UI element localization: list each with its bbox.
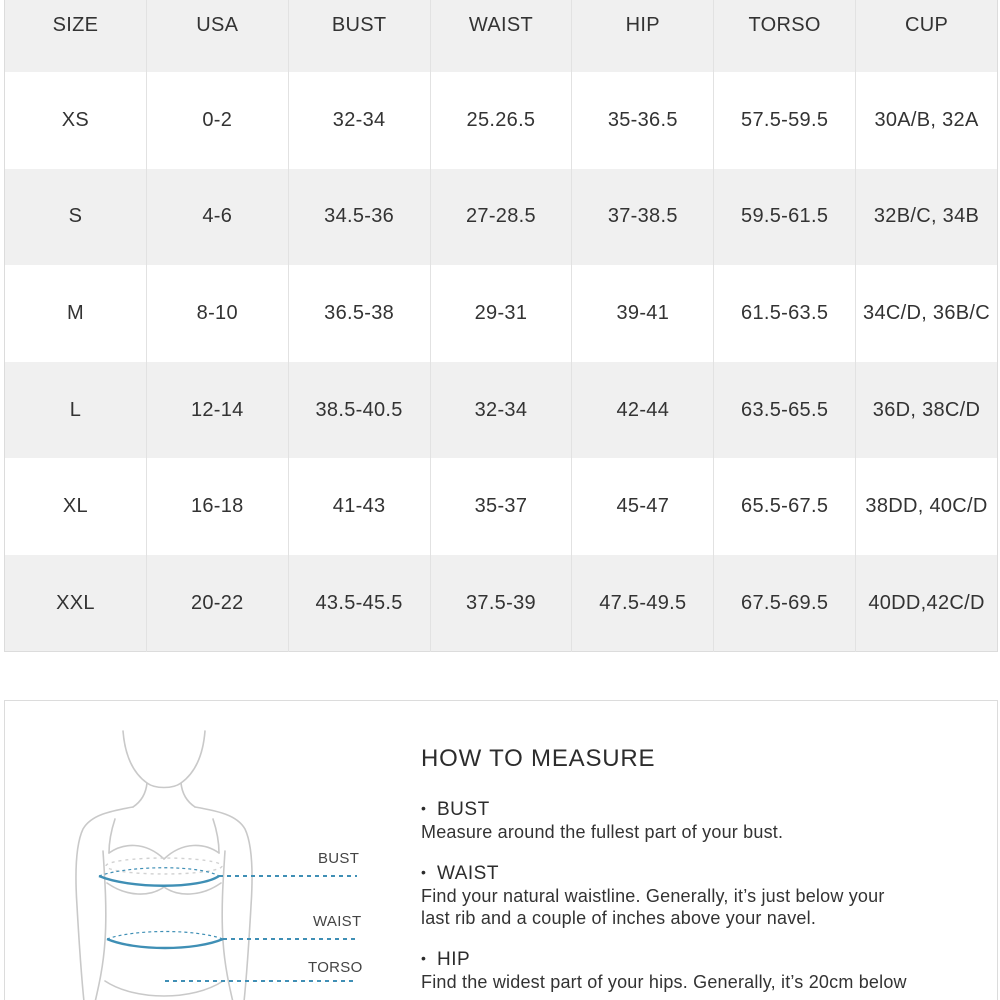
cell-bust: 43.5-45.5 bbox=[288, 555, 430, 652]
cell-hip: 35-36.5 bbox=[572, 72, 714, 169]
cell-torso: 67.5-69.5 bbox=[714, 555, 856, 652]
header-torso: TORSO bbox=[714, 0, 856, 72]
cell-cup: 30A/B, 32A bbox=[874, 108, 979, 131]
cell-usa: 4-6 bbox=[146, 169, 288, 266]
cell-waist: 37.5-39 bbox=[430, 555, 572, 652]
table-row bbox=[5, 458, 998, 555]
cell-usa: 8-10 bbox=[146, 265, 288, 362]
body-figure-illustration bbox=[5, 701, 405, 1000]
table-row bbox=[5, 555, 998, 652]
cell-bust: 32-34 bbox=[288, 72, 430, 169]
cell-hip: 39-41 bbox=[572, 265, 714, 362]
cell-cup: 34C/D, 36B/C bbox=[863, 301, 991, 324]
measure-text: Measure around the fullest part of your bust. bbox=[421, 822, 784, 842]
cell-size: XXL bbox=[5, 555, 147, 652]
measure-heading: HIP bbox=[437, 949, 471, 970]
figure-label-bust: BUST bbox=[318, 850, 360, 867]
size-chart-table bbox=[4, 0, 998, 652]
table-row bbox=[5, 72, 998, 169]
cell-hip: 37-38.5 bbox=[572, 169, 714, 266]
cell-cup: 38DD, 40C/D bbox=[865, 495, 988, 518]
cell-size: M bbox=[5, 265, 147, 362]
bullet-icon: • bbox=[421, 950, 427, 966]
header-hip: HIP bbox=[572, 0, 714, 72]
cell-usa: 12-14 bbox=[146, 362, 288, 459]
cell-torso: 59.5-61.5 bbox=[714, 169, 856, 266]
header-usa: USA bbox=[146, 0, 288, 72]
bullet-icon: • bbox=[421, 864, 427, 880]
measure-item-hip bbox=[421, 947, 981, 993]
cell-torso: 65.5-67.5 bbox=[714, 458, 856, 555]
figure-label-waist: WAIST bbox=[313, 913, 362, 930]
header-bust: BUST bbox=[288, 0, 430, 72]
how-to-measure-title: HOW TO MEASURE bbox=[421, 745, 656, 772]
table-row bbox=[5, 362, 998, 459]
table-row bbox=[5, 265, 998, 362]
bullet-icon: • bbox=[421, 800, 427, 816]
cell-hip: 42-44 bbox=[572, 362, 714, 459]
header-cup: CUP bbox=[904, 14, 949, 36]
cell-waist: 25.26.5 bbox=[430, 72, 572, 169]
cell-cup: 40DD,42C/D bbox=[868, 591, 985, 614]
cell-size: L bbox=[5, 362, 147, 459]
figure-label-torso: TORSO bbox=[308, 959, 363, 976]
table-header-row bbox=[5, 0, 998, 72]
cell-bust: 41-43 bbox=[288, 458, 430, 555]
cell-size: S bbox=[5, 169, 147, 266]
table-row bbox=[5, 169, 998, 266]
cell-usa: 16-18 bbox=[146, 458, 288, 555]
cell-waist: 29-31 bbox=[430, 265, 572, 362]
cell-torso: 57.5-59.5 bbox=[714, 72, 856, 169]
cell-hip: 47.5-49.5 bbox=[572, 555, 714, 652]
measure-heading: BUST bbox=[437, 799, 490, 820]
cell-size: XL bbox=[5, 458, 147, 555]
cell-torso: 63.5-65.5 bbox=[714, 362, 856, 459]
cell-bust: 38.5-40.5 bbox=[288, 362, 430, 459]
cell-size: XS bbox=[5, 72, 147, 169]
measure-text: Find the widest part of your hips. Generally, it’s 20cm below bbox=[421, 972, 907, 992]
cell-waist: 32-34 bbox=[430, 362, 572, 459]
cell-hip: 45-47 bbox=[572, 458, 714, 555]
cell-torso: 61.5-63.5 bbox=[714, 265, 856, 362]
measure-text: Find your natural waistline. Generally, it’s just below your bbox=[421, 886, 885, 906]
measure-item-waist bbox=[421, 861, 981, 929]
measure-heading: WAIST bbox=[437, 863, 499, 884]
measure-text: last rib and a couple of inches above your navel. bbox=[421, 908, 817, 928]
cell-bust: 34.5-36 bbox=[288, 169, 430, 266]
cell-waist: 35-37 bbox=[430, 458, 572, 555]
how-to-measure-panel bbox=[4, 700, 998, 1000]
cell-cup: 36D, 38C/D bbox=[872, 398, 981, 421]
cell-usa: 0-2 bbox=[146, 72, 288, 169]
cell-cup: 32B/C, 34B bbox=[873, 205, 980, 228]
cell-waist: 27-28.5 bbox=[430, 169, 572, 266]
measure-instructions bbox=[421, 745, 981, 1000]
cell-usa: 20-22 bbox=[146, 555, 288, 652]
header-size: SIZE bbox=[5, 0, 147, 72]
header-waist: WAIST bbox=[430, 0, 572, 72]
cell-bust: 36.5-38 bbox=[288, 265, 430, 362]
measure-item-bust bbox=[421, 797, 981, 843]
